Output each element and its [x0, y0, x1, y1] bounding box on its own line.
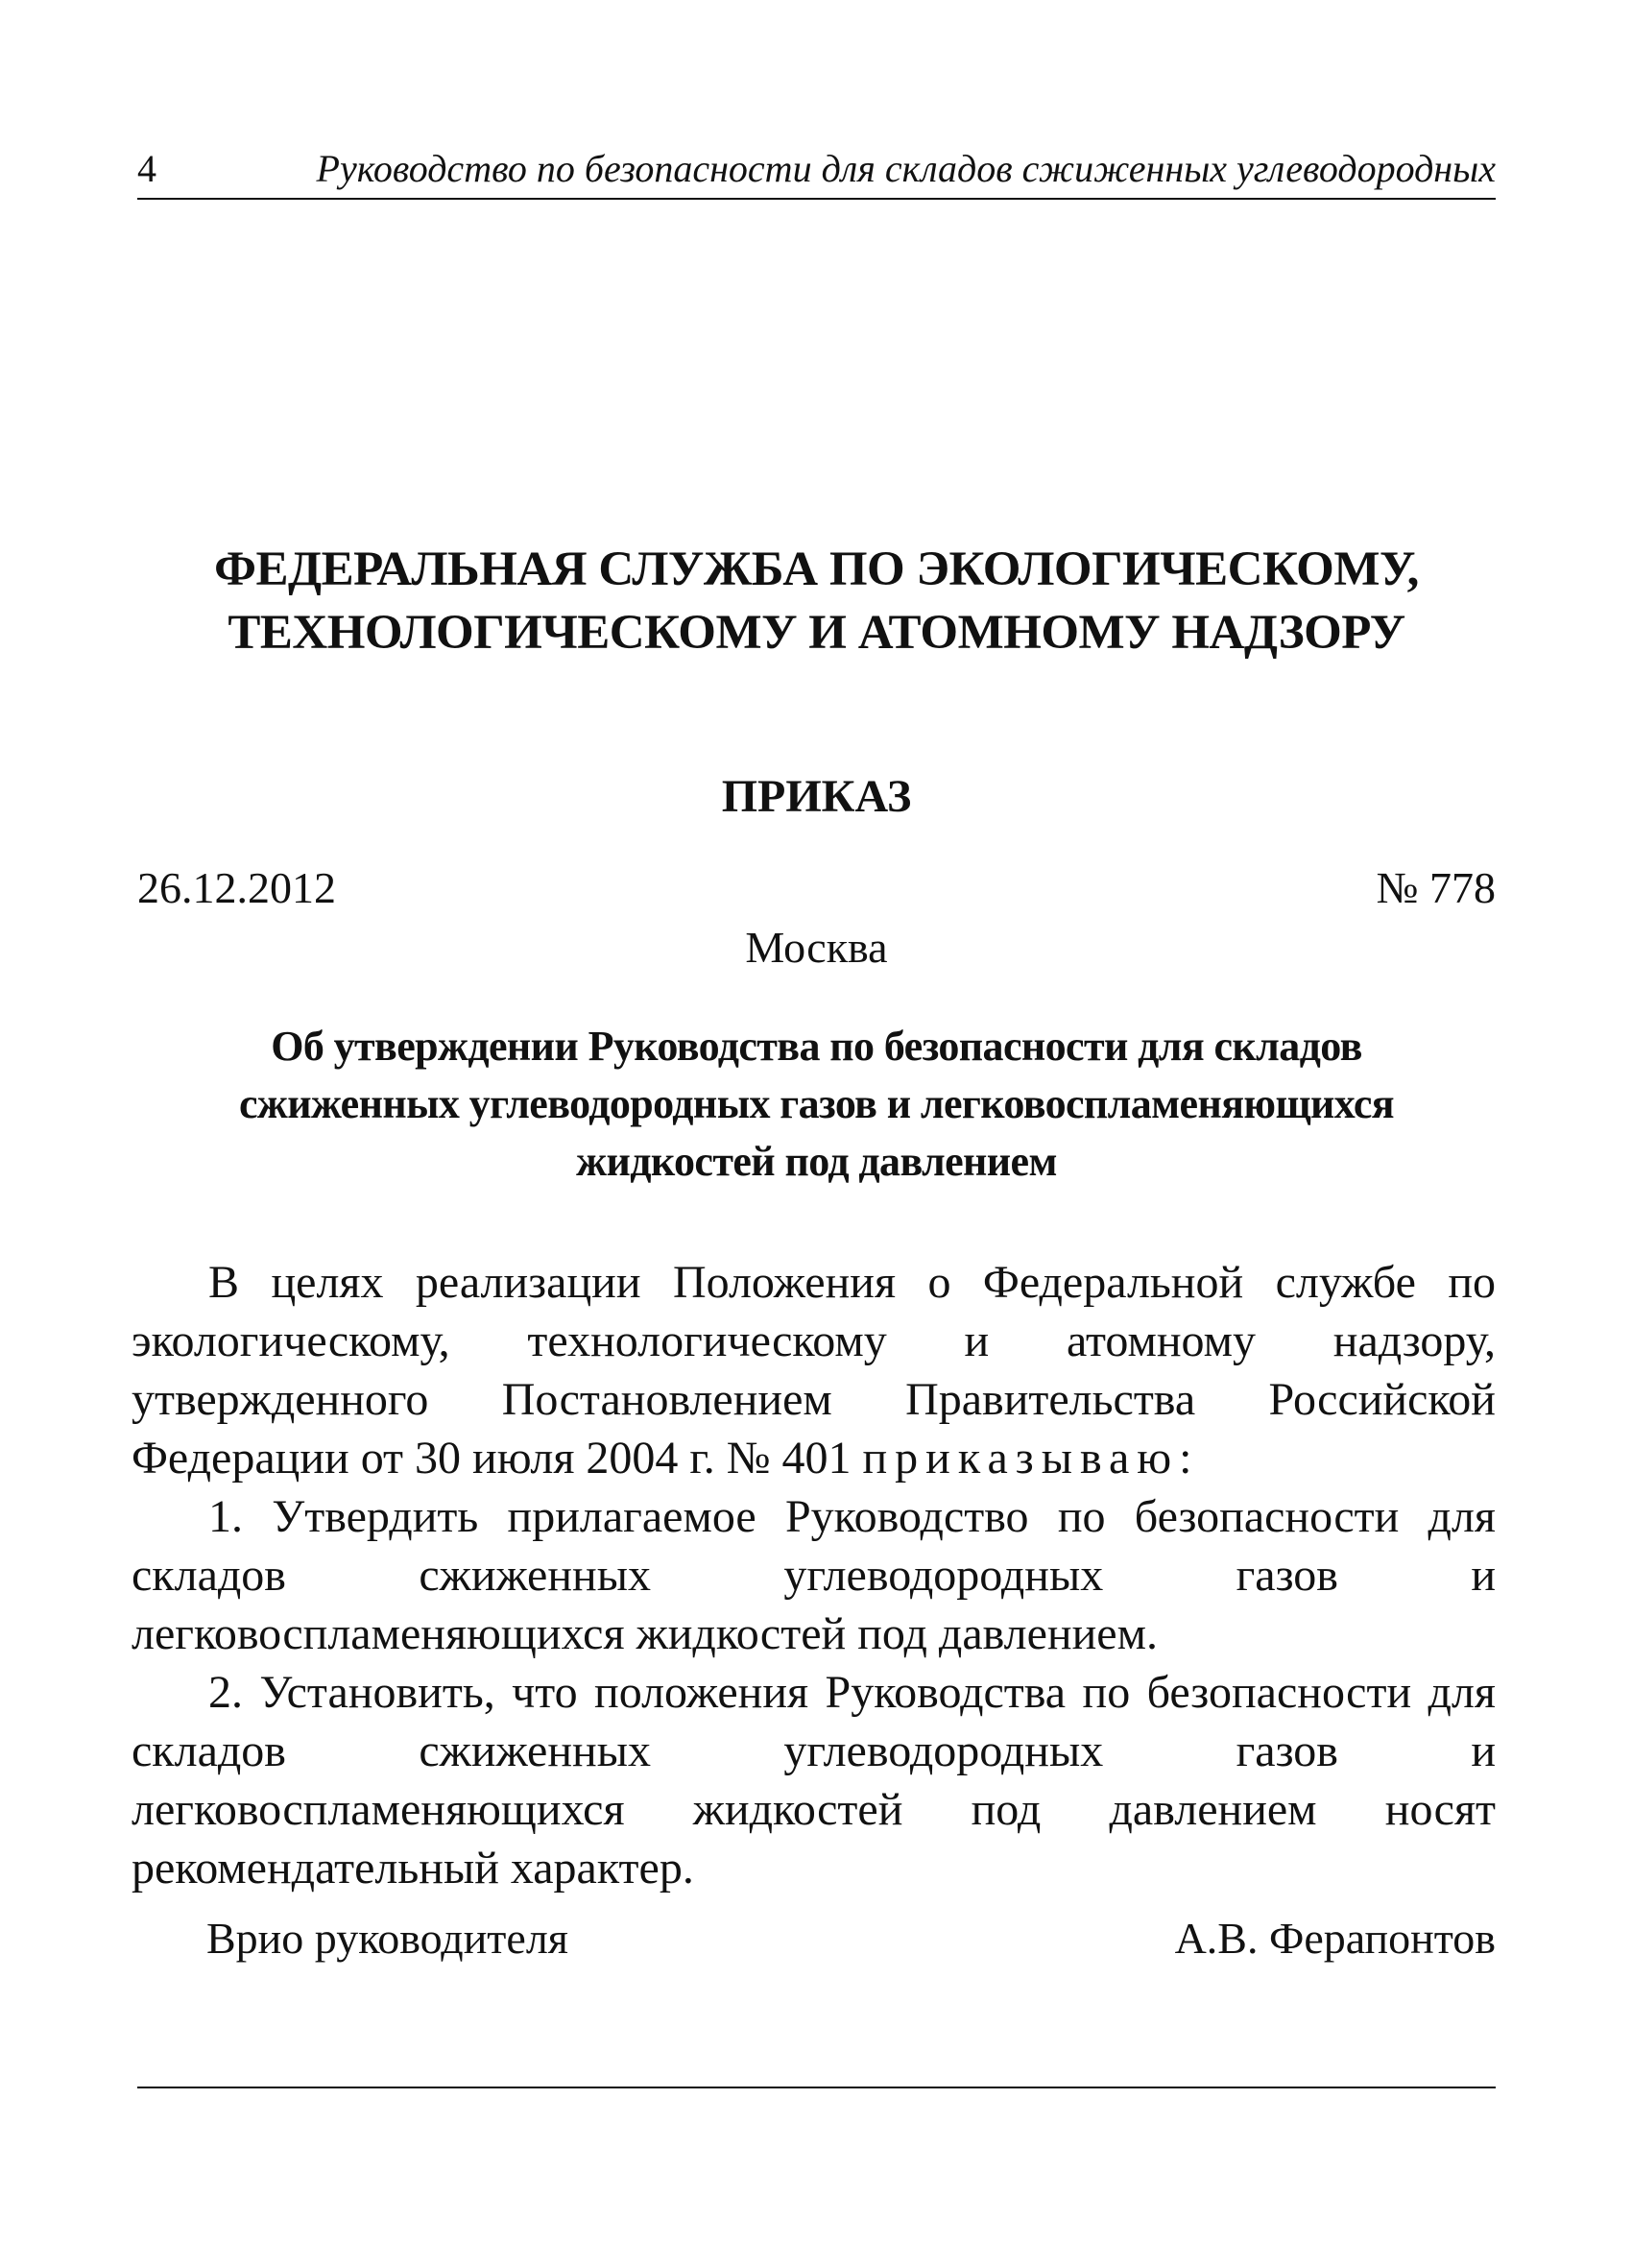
order-date: 26.12.2012	[137, 863, 336, 912]
agency-name	[137, 538, 1496, 664]
order-title: ПРИКАЗ	[721, 771, 912, 822]
preamble-paragraph	[132, 1253, 1496, 1487]
signer-role: Врио руководителя	[206, 1914, 568, 1963]
page-number: 4	[137, 147, 156, 190]
order-subject-line-3: жидкостей под давлением	[576, 1138, 1057, 1185]
item-2-paragraph: 2. Установить, что положения Руководства по безопасности для складов сжиженных углеводородных газов и легковоспламеняющихся жидкостей под давлением носят рекомендательный характер.	[132, 1667, 1496, 1894]
preamble-text: В целях реализации Положения о Федеральной службе по экологическому, технологическому и атомному надзору, утвержденного Постановлением Правительства Российской Федерации от 30 июля 2004 г. № 401	[132, 1257, 1496, 1484]
order-subject-line-2: сжиженных углеводородных газов и легковоспламеняющихся	[238, 1080, 1395, 1127]
order-body	[132, 1253, 1496, 1897]
running-header	[137, 142, 1496, 200]
directive-word: приказываю:	[862, 1433, 1200, 1484]
footer-divider	[137, 2087, 1496, 2088]
agency-name-line-1: ФЕДЕРАЛЬНАЯ СЛУЖБА ПО ЭКОЛОГИЧЕСКОМУ,	[214, 543, 1419, 596]
order-subject-line-1: Об утверждении Руководства по безопасности для складов	[271, 1023, 1362, 1070]
running-title: Руководство по безопасности для складов сжиженных углеводородных	[316, 147, 1496, 190]
signer-name: А.В. Ферапонтов	[1174, 1914, 1496, 1963]
item-1-paragraph: 1. Утвердить прилагаемое Руководство по безопасности для складов сжиженных углеводородных газов и легковоспламеняющихся жидкостей под давлением.	[132, 1491, 1496, 1659]
order-subject	[137, 1018, 1496, 1191]
agency-name-line-2: ТЕХНОЛОГИЧЕСКОМУ И АТОМНОМУ НАДЗОРУ	[228, 606, 1405, 660]
order-city: Москва	[745, 923, 888, 972]
order-number: № 778	[1376, 863, 1496, 912]
